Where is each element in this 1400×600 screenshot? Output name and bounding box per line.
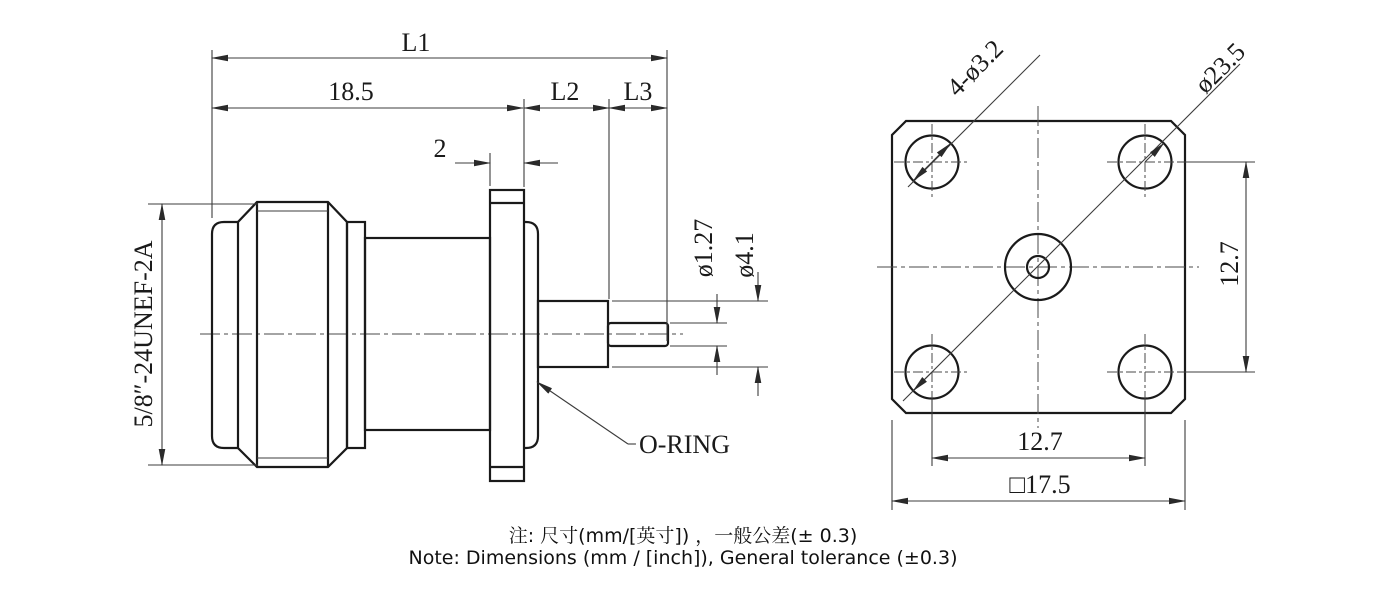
oring-label: O-RING <box>639 430 730 459</box>
dim-pitch-vertical-label: 12.7 <box>1215 241 1244 287</box>
dim-18-5-label: 18.5 <box>328 77 374 106</box>
notes <box>409 525 958 569</box>
dim-2-label: 2 <box>433 134 447 163</box>
connector-body-outline <box>212 190 668 481</box>
note-line-en: Note: Dimensions (mm / [inch]), General tolerance (±0.3) <box>408 547 958 569</box>
dim-diagonal-label: ø23.5 <box>1189 37 1251 99</box>
thread-spec-label: 5/8″-24UNEF-2A <box>129 240 158 428</box>
dim-square-label: □17.5 <box>1009 470 1071 499</box>
dim-insulator-dia-label: ø4.1 <box>730 232 759 278</box>
dim-l3-label: L3 <box>623 77 653 106</box>
dim-pitch-horizontal-label: 12.7 <box>1017 427 1063 456</box>
side-view <box>129 28 768 481</box>
front-dimensions <box>892 34 1255 510</box>
side-dimensions <box>129 28 768 465</box>
front-view <box>877 34 1255 510</box>
note-line-zh: 注: 尺寸(mm/[英寸]) ，一般公差(± 0.3) <box>508 525 858 547</box>
dim-holes-label: 4-ø3.2 <box>940 33 1009 102</box>
dim-l1-label: L1 <box>401 28 431 57</box>
dim-pin-dia-label: ø1.27 <box>689 218 718 278</box>
dim-l2-label: L2 <box>550 77 580 106</box>
